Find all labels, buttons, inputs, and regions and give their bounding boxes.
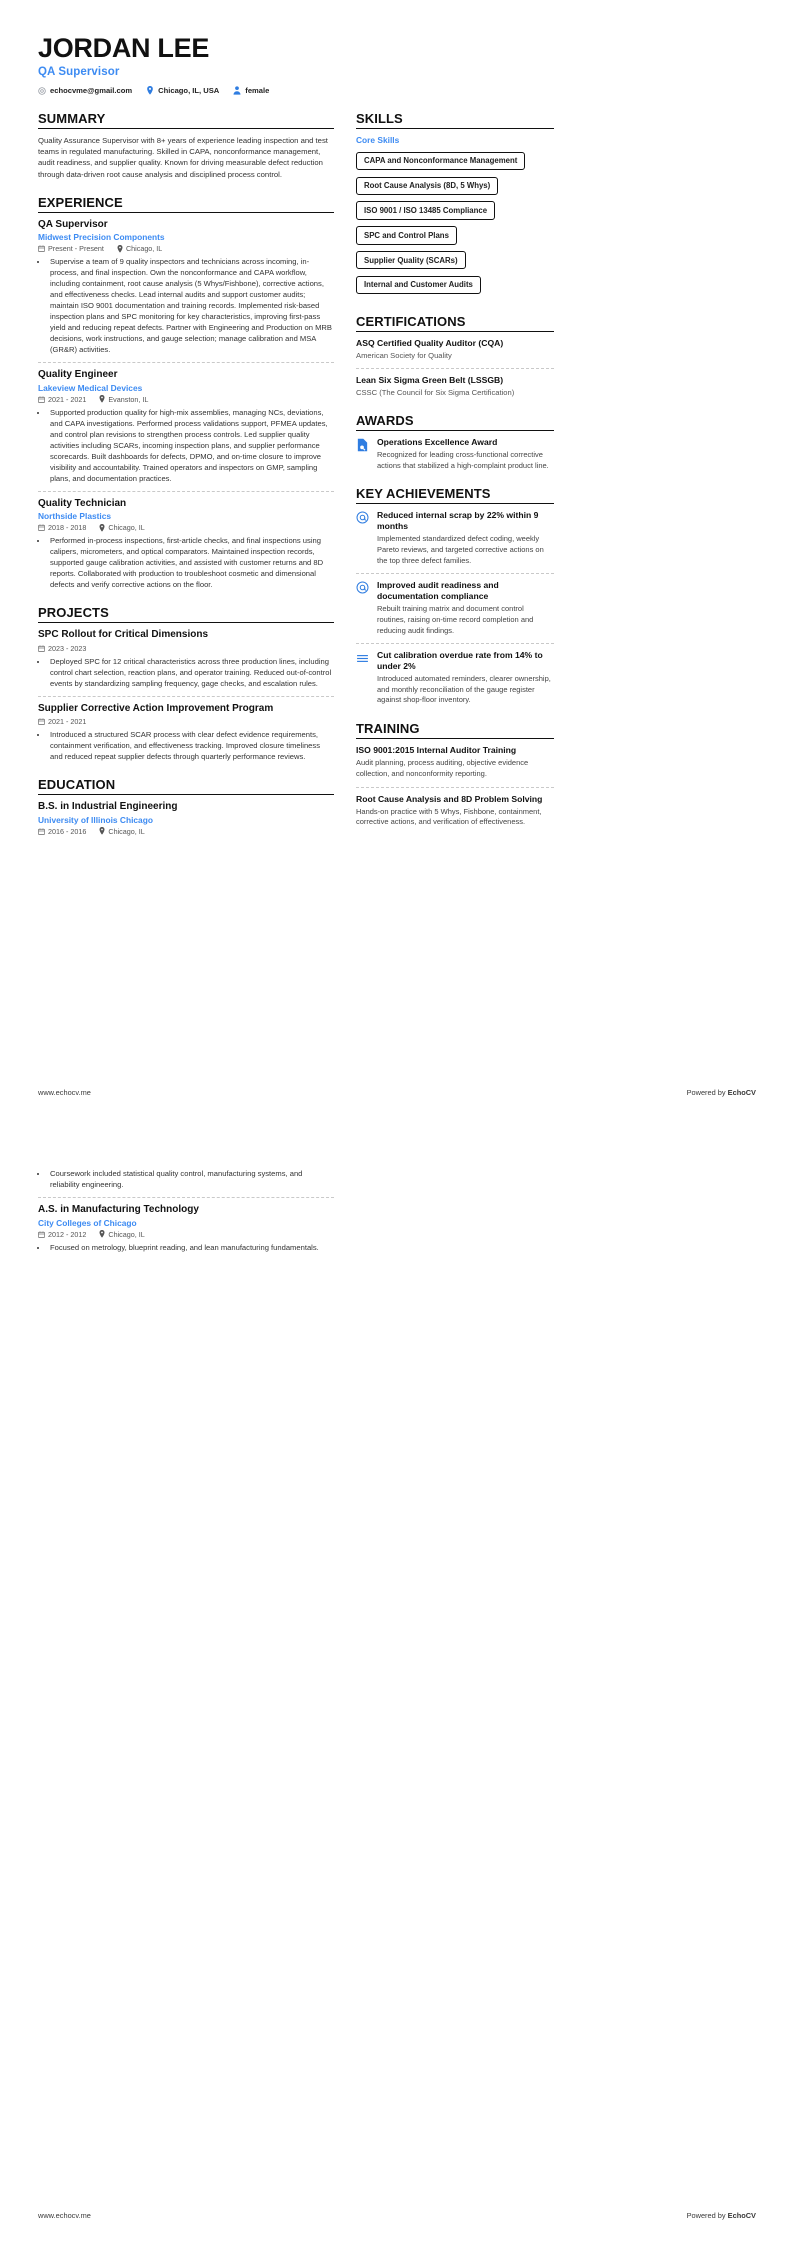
project-entry [38, 703, 334, 763]
right-column [356, 111, 554, 828]
training-heading: TRAINING [356, 721, 420, 737]
contact-gender-text: female [245, 86, 270, 96]
experience-divider [38, 212, 334, 213]
list-item: • Deployed SPC for 12 critical characteristics across three production lines, including control chart selection, reaction plans, and operator training. Reduced out-of-control events by standardizing sampling frequency, gage checks, and escalation rules. [48, 656, 334, 689]
certification-name: ASQ Certified Quality Auditor (CQA) [356, 338, 504, 349]
experience-bullets [48, 256, 334, 355]
skills-group-label: Core Skills [356, 135, 400, 146]
experience-dates-text: 2021 - 2021 [48, 394, 87, 404]
experience-company: Midwest Precision Components [38, 232, 165, 243]
education-entry-continued [38, 1168, 334, 1190]
location-pin-icon [146, 86, 154, 95]
experience-entry [38, 219, 334, 356]
experience-location [99, 523, 144, 532]
skill-tag[interactable]: Root Cause Analysis (8D, 5 Whys) [356, 177, 498, 195]
skill-tag[interactable]: CAPA and Nonconformance Management [356, 152, 525, 170]
calendar-icon [38, 524, 45, 531]
section-awards [356, 413, 554, 471]
footer-branding [687, 1088, 756, 1097]
entry-separator [356, 787, 554, 788]
experience-location [117, 244, 162, 253]
experience-job-title: Quality Engineer [38, 369, 118, 381]
skills-divider [356, 128, 554, 129]
awards-divider [356, 430, 554, 431]
location-pin-icon [99, 1230, 105, 1238]
location-pin-icon [99, 395, 105, 403]
job-role-subtitle: QA Supervisor [38, 66, 120, 79]
project-title: SPC Rollout for Critical Dimensions [38, 629, 209, 641]
at-sign-icon [356, 510, 370, 529]
left-column [38, 1168, 334, 1253]
contact-location-text: Chicago, IL, USA [158, 86, 220, 96]
project-bullets [48, 656, 334, 689]
certification-name: Lean Six Sigma Green Belt (LSSGB) [356, 375, 504, 386]
footer-powered-text: Powered by [686, 1088, 728, 1097]
experience-bullets [48, 535, 334, 590]
project-meta [38, 717, 334, 726]
experience-company: Lakeview Medical Devices [38, 382, 143, 393]
achievement-description: Rebuilt training matrix and document control routines, raising on-time record completion and reducing audit findings. [377, 604, 534, 635]
education-dates-text: 2016 - 2016 [48, 826, 87, 836]
at-sign-icon [356, 580, 370, 599]
summary-divider [38, 128, 334, 129]
entry-separator [38, 362, 334, 363]
education-heading: EDUCATION [38, 777, 116, 793]
experience-job-title: Quality Technician [38, 497, 127, 509]
achievement-entry [356, 650, 554, 706]
experience-dates [38, 244, 104, 253]
projects-divider [38, 622, 334, 623]
skill-tag[interactable]: Supplier Quality (SCARs) [356, 251, 466, 269]
education-bullets [48, 1242, 334, 1253]
project-bullets [48, 729, 334, 762]
certifications-divider [356, 331, 554, 332]
email-icon [38, 87, 46, 95]
list-lines-icon [356, 650, 370, 669]
page-footer [38, 1088, 756, 1097]
project-dates-text: 2021 - 2021 [48, 717, 87, 727]
achievement-entry [356, 580, 554, 636]
section-skills [356, 111, 554, 299]
skills-heading: SKILLS [356, 111, 403, 127]
entry-separator [356, 573, 554, 574]
skill-tag[interactable]: SPC and Control Plans [356, 226, 457, 244]
certifications-heading: CERTIFICATIONS [356, 314, 466, 330]
entry-separator [356, 368, 554, 369]
resume-header [38, 34, 756, 95]
achievement-description: Implemented standardized defect coding, weekly Pareto reviews, and targeted corrective actions on the top three defect families. [377, 534, 544, 565]
experience-meta [38, 523, 334, 532]
section-projects [38, 605, 334, 762]
entry-separator [38, 1197, 334, 1198]
education-dates-text: 2012 - 2012 [48, 1229, 87, 1239]
key-achievements-divider [356, 503, 554, 504]
list-item: • Performed in-process inspections, first-article checks, and final inspections using calipers, micrometers, and optical comparators. Maintained inspection records, supported gauge calibration activities, and assisted with customer returns and 8D reports. Collaborated with production to troubleshoot cosmetic and dimensional defects and verify corrective actions on the floor. [48, 535, 334, 590]
calendar-icon [38, 396, 45, 403]
document-search-icon [356, 437, 370, 457]
section-summary [38, 111, 334, 180]
footer-brand-name: EchoCV [727, 1088, 756, 1097]
education-school: University of Illinois Chicago [38, 814, 153, 825]
education-meta [38, 1230, 334, 1239]
list-item: • Focused on metrology, blueprint reading, and lean manufacturing fundamentals. [48, 1242, 334, 1253]
contact-gender [233, 86, 269, 95]
training-entry [356, 745, 554, 779]
achievement-description: Introduced automated reminders, clearer ownership, and monthly reconciliation of the gauge register against shop-floor inventory. [377, 674, 551, 705]
certification-issuer: CSSC (The Council for Six Sigma Certification) [356, 387, 515, 397]
page-title: JORDAN LEE [38, 33, 210, 63]
skill-tag[interactable]: Internal and Customer Audits [356, 276, 481, 294]
project-meta [38, 644, 334, 653]
calendar-icon [38, 645, 45, 652]
calendar-icon [38, 718, 45, 725]
project-entry [38, 629, 334, 689]
education-degree: B.S. in Industrial Engineering [38, 801, 178, 813]
project-dates [38, 644, 86, 653]
calendar-icon [38, 245, 45, 252]
experience-dates [38, 395, 86, 404]
training-entry [356, 794, 554, 828]
experience-meta [38, 244, 334, 253]
projects-heading: PROJECTS [38, 605, 109, 621]
experience-entry [38, 498, 334, 591]
experience-entry [38, 369, 334, 484]
education-location-text: Chicago, IL [108, 1229, 145, 1239]
left-column [38, 111, 334, 839]
experience-location [99, 395, 148, 404]
experience-location-text: Chicago, IL [125, 244, 163, 254]
skill-tag[interactable]: ISO 9001 / ISO 13485 Compliance [356, 201, 495, 219]
location-pin-icon [117, 245, 123, 253]
awards-heading: AWARDS [356, 413, 414, 429]
training-name: ISO 9001:2015 Internal Auditor Training [356, 745, 517, 756]
person-icon [233, 86, 241, 95]
section-education [38, 777, 334, 836]
education-school: City Colleges of Chicago [38, 1217, 137, 1228]
contact-email[interactable] [38, 86, 132, 95]
experience-meta [38, 395, 334, 404]
location-pin-icon [99, 524, 105, 532]
award-entry [356, 437, 554, 471]
footer-brand-name: EchoCV [727, 2211, 756, 2220]
project-title: Supplier Corrective Action Improvement Program [38, 702, 274, 714]
education-location [99, 1230, 144, 1239]
achievement-entry [356, 510, 554, 566]
training-name: Root Cause Analysis and 8D Problem Solving [356, 793, 543, 804]
footer-powered-text: Powered by [686, 2211, 728, 2220]
education-divider [38, 794, 334, 795]
award-description: Recognized for leading cross-functional corrective actions that stabilized a high-complaint product line. [377, 450, 549, 470]
experience-job-title: QA Supervisor [38, 218, 108, 230]
summary-text: Quality Assurance Supervisor with 8+ years of experience leading inspection and test teams in regulated manufacturing. Skilled in CAPA, nonconformance management, audit readiness, and supplier quality. Known for driving measurable defect reduction through data-driven root cause analysis and disciplined process control. [38, 136, 328, 179]
list-item: • Coursework included statistical quality control, manufacturing systems, and reliability engineering. [48, 1168, 334, 1190]
list-item: • Supported production quality for high-mix assemblies, managing NCs, deviations, and CAPA investigations. Performed process validations support, PFMEA updates, and control plan revisions to strengthen process controls. Led supplier quality activities including SCARs, incoming inspection plans, and supplier performance scorecards. Built dashboards for defects, DPMO, and on-time closure to improve visibility and accountability. Trained operators and inspectors on GMP, sampling plans, and documentation practices. [48, 407, 334, 484]
section-experience [38, 195, 334, 591]
summary-heading: SUMMARY [38, 111, 106, 127]
experience-dates [38, 523, 86, 532]
entry-separator [38, 696, 334, 697]
experience-location-text: Chicago, IL [108, 523, 145, 533]
entry-separator [38, 491, 334, 492]
section-certifications [356, 314, 554, 398]
skills-tag-list [356, 150, 554, 299]
list-item: • Introduced a structured SCAR process with clear defect evidence requirements, containment verification, and effectiveness tracking. Improved closure timeliness and reduced repeat supplier defects through quarterly performance reviews. [48, 729, 334, 762]
award-title: Operations Excellence Award [377, 437, 498, 448]
education-bullets [48, 1168, 334, 1190]
contact-location [146, 86, 219, 95]
certification-issuer: American Society for Quality [356, 350, 452, 360]
section-key-achievements [356, 486, 554, 706]
experience-location-text: Evanston, IL [108, 394, 149, 404]
training-description: Hands-on practice with 5 Whys, Fishbone, containment, corrective actions, and verification of effectiveness. [356, 806, 542, 827]
footer-url[interactable]: www.echocv.me [38, 2211, 91, 2220]
achievement-title: Cut calibration overdue rate from 14% to under 2% [377, 650, 543, 672]
footer-url[interactable]: www.echocv.me [38, 1088, 91, 1097]
education-dates [38, 1230, 86, 1239]
education-entry [38, 801, 334, 836]
achievement-title: Improved audit readiness and documentation compliance [377, 580, 499, 602]
education-location [99, 827, 144, 836]
experience-heading: EXPERIENCE [38, 194, 123, 210]
experience-bullets [48, 407, 334, 484]
experience-dates-text: Present - Present [48, 244, 104, 254]
education-meta [38, 827, 334, 836]
training-divider [356, 738, 554, 739]
project-dates-text: 2023 - 2023 [48, 643, 87, 653]
training-description: Audit planning, process auditing, objective evidence collection, and nonconformity reporting. [356, 758, 529, 778]
calendar-icon [38, 1231, 45, 1238]
contact-email-text: echocvme@gmail.com [50, 86, 133, 96]
page-footer [38, 2211, 756, 2220]
contact-list [38, 86, 756, 95]
certification-entry [356, 338, 554, 361]
footer-branding [687, 2211, 756, 2220]
location-pin-icon [99, 827, 105, 835]
experience-dates-text: 2018 - 2018 [48, 523, 87, 533]
certification-entry [356, 375, 554, 398]
achievement-title: Reduced internal scrap by 22% within 9 months [377, 510, 539, 532]
section-training [356, 721, 554, 828]
list-item: • Supervise a team of 9 quality inspectors and technicians across incoming, in-process, and final inspection. Own the nonconformance and CAPA workflow, including containment, root cause analysis (5 Whys/Fishbone), corrective actions, and effectiveness checks. Lead internal audits and support customer audits; maintain ISO 9001 documentation and training records. Implemented risk-based inspection plans and SPC monitoring for key characteristics, improving first-pass yield and reducing repeat defects. Partner with Engineering and Production on MRB decisions, work instructions, and gauge selection; manage calibration and MSA (GR&R) activities. [48, 256, 334, 355]
resume-page-2 [0, 1123, 794, 2246]
education-location-text: Chicago, IL [108, 826, 145, 836]
education-entry [38, 1204, 334, 1253]
calendar-icon [38, 828, 45, 835]
education-degree: A.S. in Manufacturing Technology [38, 1204, 199, 1215]
key-achievements-heading: KEY ACHIEVEMENTS [356, 486, 491, 502]
education-dates [38, 827, 86, 836]
experience-company: Northside Plastics [38, 511, 112, 522]
project-dates [38, 717, 86, 726]
entry-separator [356, 643, 554, 644]
